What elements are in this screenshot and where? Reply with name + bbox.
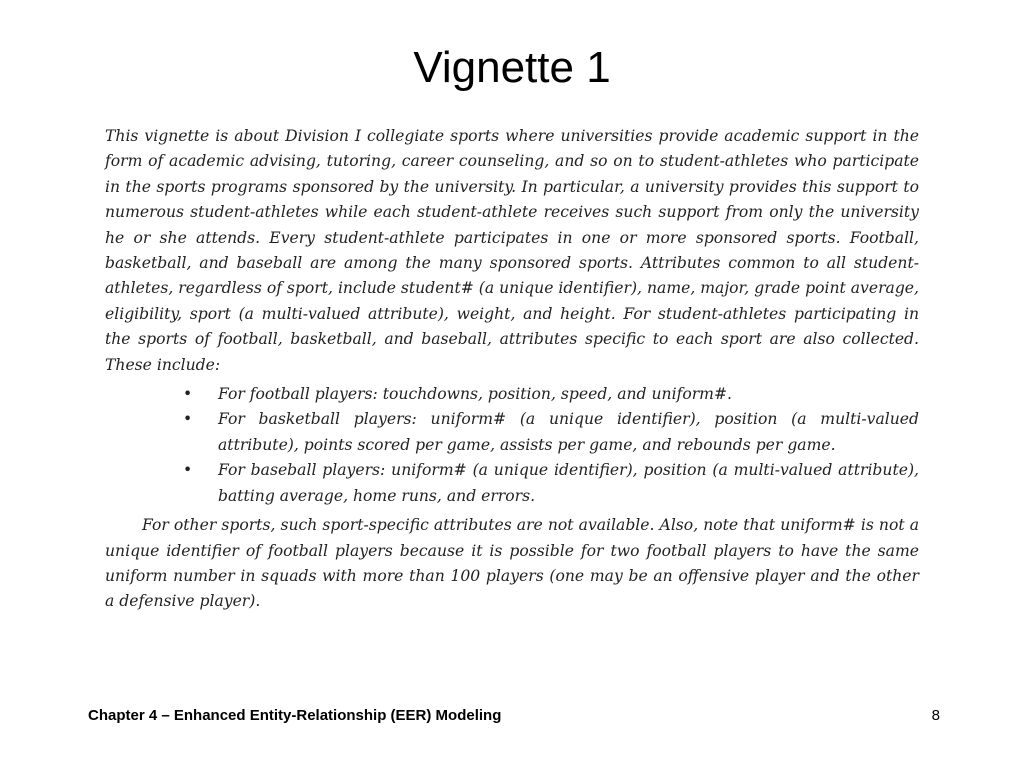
list-item-text: For basketball players: uniform# (a unique identifier), position (a multi-valued attribute), points scored per game, assists per game, and rebounds per game. — [218, 410, 919, 454]
list-item — [183, 382, 919, 407]
footer-chapter-title: Chapter 4 – Enhanced Entity-Relationship (EER) Modeling — [88, 707, 502, 724]
list-item — [183, 458, 919, 509]
bullet-icon: • — [183, 461, 193, 480]
sport-attributes-list — [105, 382, 919, 509]
list-item-text: For baseball players: uniform# (a unique identifier), position (a multi-valued attribute), batting average, home runs, and errors. — [218, 461, 919, 505]
list-item-text: For football players: touchdowns, position, speed, and uniform#. — [218, 385, 732, 404]
intro-paragraph: This vignette is about Division I collegiate sports where universities provide academic support in the form of academic advising, tutoring, career counseling, and so on to student-athletes who participate in the sports programs sponsored by the university. In particular, a university provides this support to numerous student-athletes while each student-athlete receives such support from only the university he or she attends. Every student-athlete participates in one or more sponsored sports. Football, basketball, and baseball are among the many sponsored sports. Attributes common to all student-athletes, regardless of sport, include student# (a unique identifier), name, major, grade point average, eligibility, sport (a multi-valued attribute), weight, and height. For student-athletes participating in the sports of football, basketball, and baseball, attributes specific to each sport are also collected. These include: — [105, 127, 919, 374]
bullet-icon: • — [183, 385, 193, 404]
list-item — [183, 407, 919, 458]
bullet-icon: • — [183, 410, 193, 429]
footer-page-number: 8 — [931, 707, 940, 724]
slide-title: Vignette 1 — [413, 43, 611, 92]
closing-paragraph: For other sports, such sport-specific attributes are not available. Also, note that uniform# is not a unique identifier of football players because it is possible for two football players to have the same uniform number in squads with more than 100 players (one may be an offensive player and the other a defensive player). — [105, 516, 919, 611]
vignette-excerpt — [105, 124, 919, 615]
